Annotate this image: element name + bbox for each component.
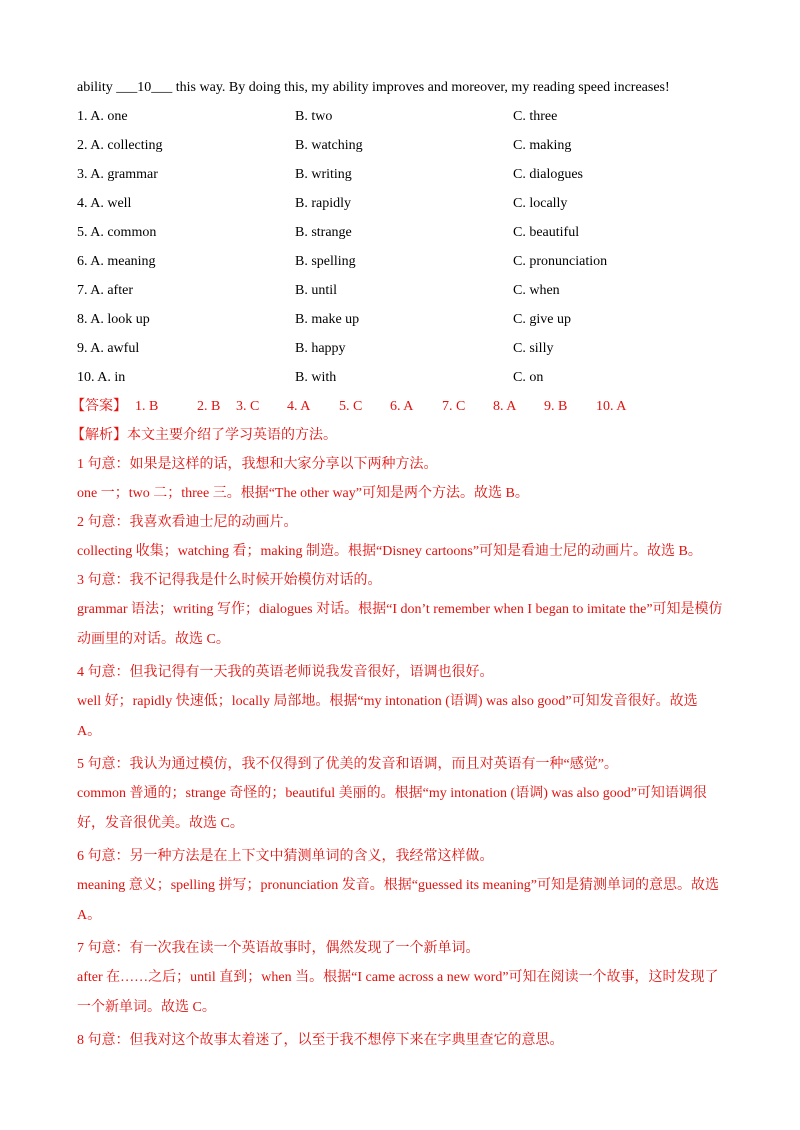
analysis-label: 【解析】 bbox=[71, 428, 127, 443]
option-b: B. until bbox=[295, 283, 338, 298]
analysis-line: collecting 收集；watching 看；making 制造。根据“Disney cartoons”可知是看迪士尼的动画片。故选 B。 bbox=[77, 544, 702, 559]
option-c: C. three bbox=[513, 109, 558, 124]
analysis-line: 4 句意：但我记得有一天我的英语老师说我发音很好，语调也很好。 bbox=[77, 665, 494, 680]
answer-item: 1. B bbox=[135, 399, 159, 414]
answer-item: 5. C bbox=[339, 399, 363, 414]
option-row bbox=[77, 215, 727, 244]
analysis-line: 1 句意：如果是这样的话，我想和大家分享以下两种方法。 bbox=[77, 457, 438, 472]
option-row bbox=[77, 244, 727, 273]
analysis-line: 7 句意：有一次我在读一个英语故事时，偶然发现了一个新单词。 bbox=[77, 941, 480, 956]
option-a: 9. A. awful bbox=[77, 341, 140, 356]
option-a: 2. A. collecting bbox=[77, 138, 163, 153]
option-b: B. writing bbox=[295, 167, 352, 182]
options-list bbox=[77, 99, 727, 389]
answer-item: 2. B bbox=[197, 399, 221, 414]
answer-item: 4. A bbox=[287, 399, 311, 414]
option-row bbox=[77, 360, 727, 389]
analysis-line: 6 句意：另一种方法是在上下文中猜测单词的含义，我经常这样做。 bbox=[77, 849, 494, 864]
option-c: C. on bbox=[513, 370, 544, 385]
option-c: C. dialogues bbox=[513, 167, 583, 182]
option-a: 6. A. meaning bbox=[77, 254, 156, 269]
answer-label: 【答案】 bbox=[71, 399, 127, 414]
analysis-line: well 好；rapidly 快速低；locally 局部地。根据“my intonation (语调) was also good”可知发音很好。故选 A。 bbox=[77, 694, 698, 739]
option-c: C. beautiful bbox=[513, 225, 580, 240]
analysis-line: common 普通的；strange 奇怪的；beautiful 美丽的。根据“my intonation (语调) was also good”可知语调很好，发音很优美。故选 C。 bbox=[77, 786, 707, 831]
analysis-line: 3 句意：我不记得我是什么时候开始模仿对话的。 bbox=[77, 573, 382, 588]
analysis-line: meaning 意义；spelling 拼写；pronunciation 发音。根据“guessed its meaning”可知是猜测单词的意思。故选 A。 bbox=[77, 878, 719, 923]
analysis-line: after 在……之后；until 直到；when 当。根据“I came across a new word”可知在阅读一个故事，这时发现了一个新单词。故选 C。 bbox=[77, 970, 719, 1015]
answer-item: 6. A bbox=[390, 399, 414, 414]
document-page bbox=[71, 77, 727, 1052]
analysis-line: grammar 语法；writing 写作；dialogues 对话。根据“I don’t remember when I began to imitate the”可知是模仿动画里的对话。故选 C。 bbox=[77, 602, 723, 647]
option-b: B. two bbox=[295, 109, 333, 124]
option-row bbox=[77, 186, 727, 215]
option-c: C. silly bbox=[513, 341, 554, 356]
option-a: 4. A. well bbox=[77, 196, 132, 211]
option-b: B. rapidly bbox=[295, 196, 351, 211]
option-b: B. happy bbox=[295, 341, 346, 356]
answer-item: 7. C bbox=[442, 399, 466, 414]
option-c: C. pronunciation bbox=[513, 254, 608, 269]
option-row bbox=[77, 128, 727, 157]
option-a: 10. A. in bbox=[77, 370, 126, 385]
analysis-line: 2 句意：我喜欢看迪士尼的动画片。 bbox=[77, 515, 298, 530]
analysis-line: one 一；two 二；three 三。根据“The other way”可知是两个方法。故选 B。 bbox=[77, 486, 529, 501]
option-row bbox=[77, 331, 727, 360]
option-a: 8. A. look up bbox=[77, 312, 150, 327]
option-a: 1. A. one bbox=[77, 109, 128, 124]
option-row bbox=[77, 302, 727, 331]
option-b: B. strange bbox=[295, 225, 352, 240]
option-row bbox=[77, 273, 727, 302]
answer-key bbox=[71, 389, 727, 418]
analysis-summary: 本文主要介绍了学习英语的方法。 bbox=[127, 428, 337, 443]
option-b: B. with bbox=[295, 370, 337, 385]
answer-item: 9. B bbox=[544, 399, 568, 414]
analysis-line: 8 句意：但我对这个故事太着迷了，以至于我不想停下来在字典里查它的意思。 bbox=[77, 1033, 564, 1048]
option-c: C. give up bbox=[513, 312, 571, 327]
option-b: B. spelling bbox=[295, 254, 356, 269]
option-row bbox=[77, 157, 727, 186]
intro-line: ability ___10___ this way. By doing this, my ability improves and moreover, my reading speed increases! bbox=[77, 80, 670, 95]
analysis-heading bbox=[71, 425, 717, 447]
analysis-line: 5 句意：我认为通过模仿，我不仅得到了优美的发音和语调，而且对英语有一种“感觉”。 bbox=[77, 757, 618, 772]
analysis-section bbox=[71, 425, 727, 1052]
answer-item: 3. C bbox=[236, 399, 260, 414]
answer-item: 8. A bbox=[493, 399, 517, 414]
option-a: 5. A. common bbox=[77, 225, 157, 240]
answer-item: 10. A bbox=[596, 399, 627, 414]
option-c: C. locally bbox=[513, 196, 568, 211]
option-row bbox=[77, 99, 727, 128]
option-a: 3. A. grammar bbox=[77, 167, 158, 182]
option-a: 7. A. after bbox=[77, 283, 133, 298]
option-c: C. making bbox=[513, 138, 572, 153]
option-b: B. make up bbox=[295, 312, 360, 327]
option-b: B. watching bbox=[295, 138, 363, 153]
option-c: C. when bbox=[513, 283, 560, 298]
